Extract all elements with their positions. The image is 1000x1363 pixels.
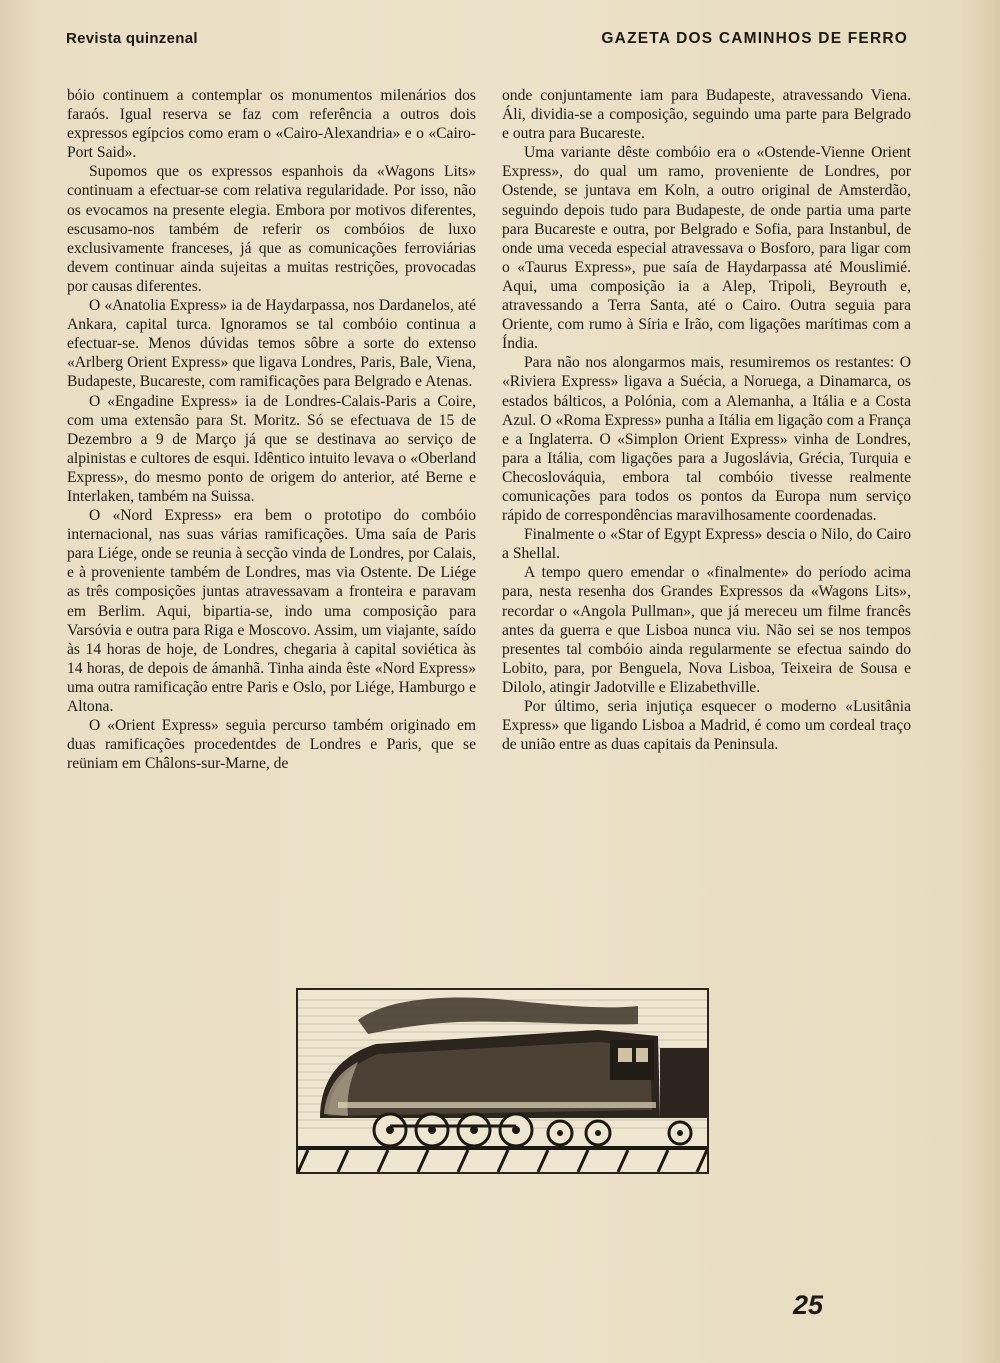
running-header	[66, 30, 908, 48]
left-column	[67, 86, 476, 773]
page-number: 25	[793, 1290, 824, 1320]
paragraph: O «Engadine Express» ia de Londres-Calais-Paris a Coire, com uma extensão para St. Moritz. Só se efectuava de 15 de Dezembro a 9 de Março já que se destinava ao serviço de alpinistas e cultores de esqui. Idêntico intuito levava o «Oberland Express», do mesmo ponto de origem do anterior, até Berne e Interlaken, também na Suissa.	[67, 392, 476, 505]
header-left: Revista quinzenal	[66, 30, 198, 47]
paragraph: Uma variante dêste combóio era o «Ostende-Vienne Orient Express», do qual um ramo, proveniente de Londres, por Ostende, se juntava em Koln, a outro original de Amsterdão, seguindo depois tudo para Budapeste, de onde partia uma parte para Bucareste e outra, por Belgrado e Sofia, para Instanbul, de onde uma veceda especial atravessava o Bosforo, para ligar com o «Taurus Express», pue saía de Haydarpassa até Mouslimié. Aqui, uma composição ia a Alep, Tripoli, Beyrouth e, atravessando a Terra Santa, até o Cairo. Outra seguia para Oriente, com rumo à Síria e Irão, com ligações marítimas com a Índia.	[502, 144, 911, 353]
paragraph: O «Nord Express» era bem o prototipo do combóio internacional, nas suas várias ramificações. Uma saía de Paris para Liége, onde se reunia à secção vinda de Londres, por Calais, e à proveniente também de Londres, mas via Ostente. De Liége as três composições juntas atravessavam a fronteira e paravam em Berlim. Aqui, bipartia-se, indo uma composição para Varsóvia e outra para Riga e Moscovo. Assim, um viajante, saído às 14 horas de hoje, de Londres, chegaria à capital soviética às 14 horas, de depois de ámanhã. Tinha ainda êste «Nord Express» uma outra ramificação entre Paris e Oslo, por Liége, Hamburgo e Altona.	[67, 507, 476, 715]
steam-locomotive-icon	[296, 988, 709, 1174]
paragraph: A tempo quero emendar o «finalmente» do período acima para, nesta resenha dos Grandes Expressos da «Wagons Lits», recordar o «Angola Pullman», que já mereceu um filme francês antes da guerra e que Lisboa nunca viu. Não sei se nos tempos presentes tal combóio ainda regularmente se efectua saindo do Lobito, para, por Benguela, Nova Lisboa, Teixeira de Sousa e Dilolo, atingir Jadotville e Elizabethville.	[502, 564, 911, 696]
paragraph: bóio continuem a contemplar os monumentos milenários dos faraós. Igual reserva se faz com referência a outros dois expressos egípcios como eram o «Cairo-Alexandria» e o «Cairo-Port Said».	[67, 87, 476, 162]
paragraph: onde conjuntamente iam para Budapeste, atravessando Viena. Áli, dividia-se a composição, seguindo uma parte para Belgrado e outra para Bucareste.	[502, 87, 911, 143]
right-column	[502, 86, 911, 754]
paragraph: O «Anatolia Express» ia de Haydarpassa, nos Dardanelos, até Ankara, capital turca. Ignoramos se tal combóio continua a efectuar-se. Menos dúvidas temos sôbre a sorte do extenso «Arlberg Orient Express» que ligava Londres, Paris, Bale, Viena, Budapeste, Bucareste, com ramificações para Belgrado e Atenas.	[67, 297, 476, 391]
paragraph: Para não nos alongarmos mais, resumiremos os restantes: O «Riviera Express» ligava a Suécia, a Noruega, a Dinamarca, os estados bálticos, a Polónia, com a Alemanha, a Itália e a Costa Azul. O «Roma Express» punha a Itália em ligação com a França e a Inglaterra. O «Simplon Orient Express» vinha de Londres, para a Itália, com ligações para a Jugoslávia, Grécia, Turquia e Checoslováquia, embora tal combóio tivesse realmente comunicações para todos os pontos da Europa num serviço rápido de correspondências maravilhosamente coordenadas.	[502, 354, 911, 525]
header-right: GAZETA DOS CAMINHOS DE FERRO	[601, 30, 908, 47]
paragraph: Supomos que os expressos espanhois da «Wagons Lits» continuam a efectuar-se com relativa regularidade. Por isso, não os evocamos na presente elegia. Embora por motivos diferentes, escusamo-nos também de referir os combóios de luxo exclusivamente franceses, já que as comunicações ferroviárias devem continuar ainda sujeitas a muitas restrições, provocadas por causas diferentes.	[67, 163, 476, 295]
paragraph: Por último, seria injutiça esquecer o moderno «Lusitânia Express» que ligando Lisboa a Madrid, é como um cordeal traço de união entre as duas capitais da Peninsula.	[502, 698, 911, 754]
paragraph: O «Orient Express» seguia percurso também originado em duas ramificações procedentdes de Londres e Paris, que se reüniam em Châlons-sur-Marne, de	[67, 717, 476, 773]
paragraph: Finalmente o «Star of Egypt Express» descia o Nilo, do Cairo a Shellal.	[502, 526, 911, 563]
